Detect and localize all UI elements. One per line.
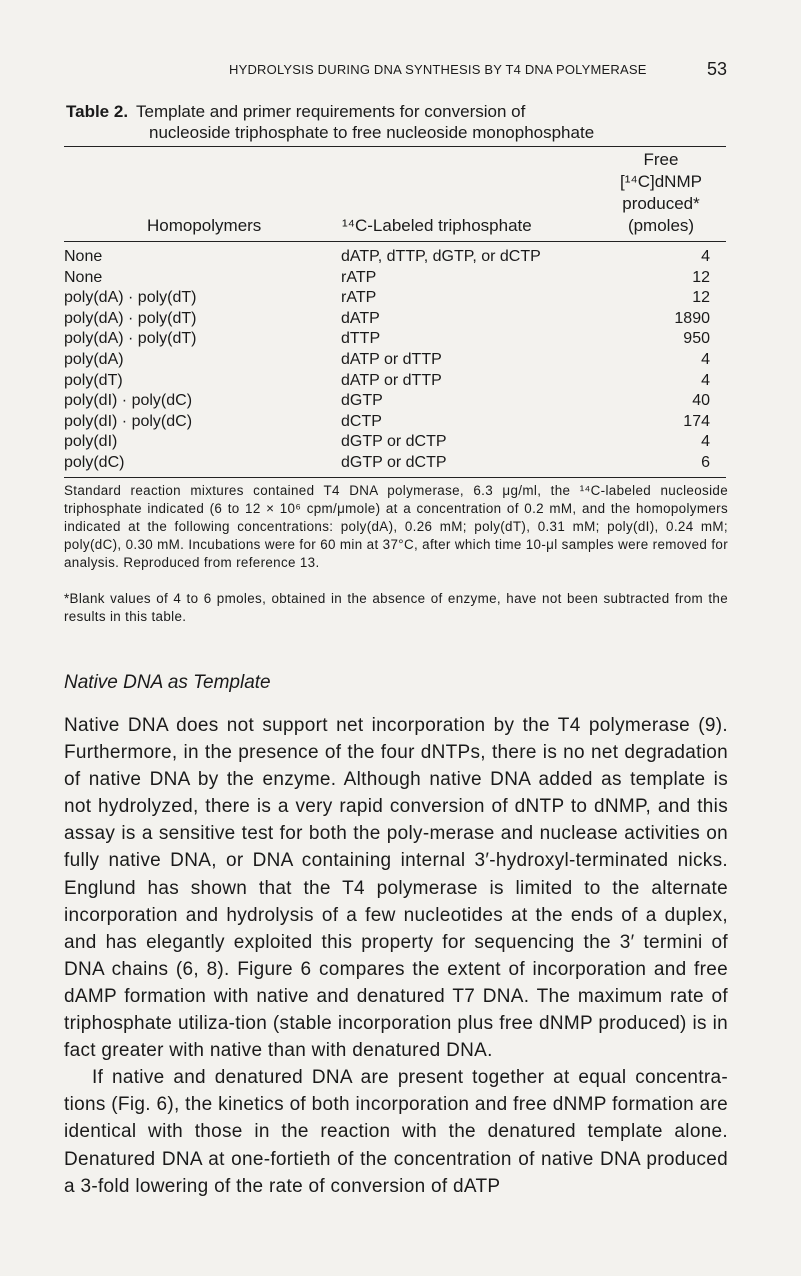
cell-homopolymer: poly(dA) · poly(dT) [64,330,197,348]
cell-pmoles: 6 [701,453,710,471]
cell-homopolymer: poly(dI) [64,433,118,451]
table-row [64,350,726,371]
paragraph: If native and denatured DNA are present together at equal concentra-tions (Fig. 6), the kinetics of both incorporation and free dNMP formation are identical with those in the reaction with the denatured template alone. Denatured DNA at one-fortieth of the concentration of native DNA produced a 3-fold lowering of the rate of conversion of dATP [64,1067,728,1197]
col-header-triphosphate: ¹⁴C-Labeled triphosphate [342,216,532,235]
table-bottom-rule [64,477,726,478]
cell-homopolymer: poly(dI) · poly(dC) [64,412,193,430]
table-row [64,391,726,412]
cell-pmoles: 174 [683,412,710,430]
table-row [64,453,726,474]
caption-line-1: Template and primer requirements for conversion of [136,102,526,121]
cell-triphosphate: rATP [341,289,377,307]
cell-pmoles: 950 [683,330,710,348]
col-header-homopolymers: Homopolymers [147,216,262,235]
table-row [64,247,726,268]
cell-pmoles: 1890 [674,309,710,327]
cell-pmoles: 40 [692,392,710,410]
section-title: Native DNA as Template [64,672,271,693]
cell-homopolymer: poly(dA) [64,350,124,368]
cell-pmoles: 4 [701,350,710,368]
cell-pmoles: 12 [692,268,710,286]
data-table [64,146,726,478]
table-header [64,147,726,241]
cell-triphosphate: dGTP [341,392,383,410]
cell-homopolymer: None [64,248,103,265]
table-footnote-blank: *Blank values of 4 to 6 pmoles, obtained in the absence of enzyme, have not been subtracted from the results in this table. [64,591,728,624]
cell-homopolymer: poly(dT) [64,371,123,389]
cell-homopolymer: poly(dI) · poly(dC) [64,392,193,410]
table-row [64,288,726,309]
paragraph: Native DNA does not support net incorporation by the T4 polymerase (9). Furthermore, in the presence of the four dNTPs, there is no net degradation of native DNA by the enzyme. Although native DNA added as template is not hydrolyzed, there is a very rapid conversion of dNTP to dNMP, and this assay is a sensitive test for both the poly-merase and nuclease activities on fully native DNA, or DNA containing internal 3′-hydroxyl-terminated nicks. Englund has shown that the T4 polymerase is limited to the alternate incorporation and hydrolysis of a few nucleotides at the ends of a duplex, and has elegantly exploited this property for sequencing the 3′ termini of DNA chains (6, 8). Figure 6 compares the extent of incorporation and free dAMP formation with native and denatured T7 DNA. The maximum rate of triphosphate utiliza-tion (stable incorporation plus free dNMP produced) is in fact greater with native than with denatured DNA. [64,715,728,1062]
cell-homopolymer: poly(dA) · poly(dT) [64,289,197,307]
cell-pmoles: 4 [701,248,710,265]
cell-triphosphate: dCTP [341,412,382,430]
col3-header-line: produced* [622,194,700,213]
table-caption [66,101,726,143]
col3-header-line: (pmoles) [627,216,695,235]
table-row [64,371,726,392]
cell-triphosphate: dTTP [341,330,381,348]
cell-triphosphate: dATP [341,309,380,327]
table-body [64,242,726,477]
cell-homopolymer: poly(dC) [64,453,125,471]
cell-homopolymer: poly(dA) · poly(dT) [64,309,197,327]
cell-triphosphate: rATP [341,268,377,286]
col-header-pmoles [596,149,726,237]
table-row [64,432,726,453]
running-head: HYDROLYSIS DURING DNA SYNTHESIS BY T4 DNA POLYMERASE [229,62,647,77]
table-row [64,412,726,433]
body-text [64,712,728,1200]
table-label: Table 2. [66,102,129,121]
table-row [64,309,726,330]
cell-pmoles: 4 [701,371,710,389]
page-number: 53 [707,59,728,79]
cell-homopolymer: None [64,268,103,286]
table-row [64,268,726,289]
caption-line-2: nucleoside triphosphate to free nucleoside monophosphate [149,123,595,142]
table-footnote-conditions: Standard reaction mixtures contained T4 DNA polymerase, 6.3 μg/ml, the ¹⁴C-labeled nucleoside triphosphate indicated (6 to 12 × 10⁶ cpm/μmole) at a concentration of 0.2 mM, and the homopolymers indicated at the following concentrations: poly(dA), 0.26 mM; poly(dT), 0.31 mM; poly(dI), 0.24 mM; poly(dC), 0.30 mM. Incubations were for 60 min at 37°C, after which time 10-μl samples were removed for analysis. Reproduced from reference 13. [64,483,728,570]
cell-pmoles: 4 [701,433,710,451]
cell-triphosphate: dGTP or dCTP [341,453,447,471]
cell-pmoles: 12 [692,289,710,307]
cell-triphosphate: dATP or dTTP [341,350,442,368]
cell-triphosphate: dATP, dTTP, dGTP, or dCTP [341,248,541,265]
cell-triphosphate: dGTP or dCTP [341,433,447,451]
table-row [64,329,726,350]
col3-header-line: Free [643,150,679,169]
col3-header-line: [¹⁴C]dNMP [620,172,702,191]
cell-triphosphate: dATP or dTTP [341,371,442,389]
